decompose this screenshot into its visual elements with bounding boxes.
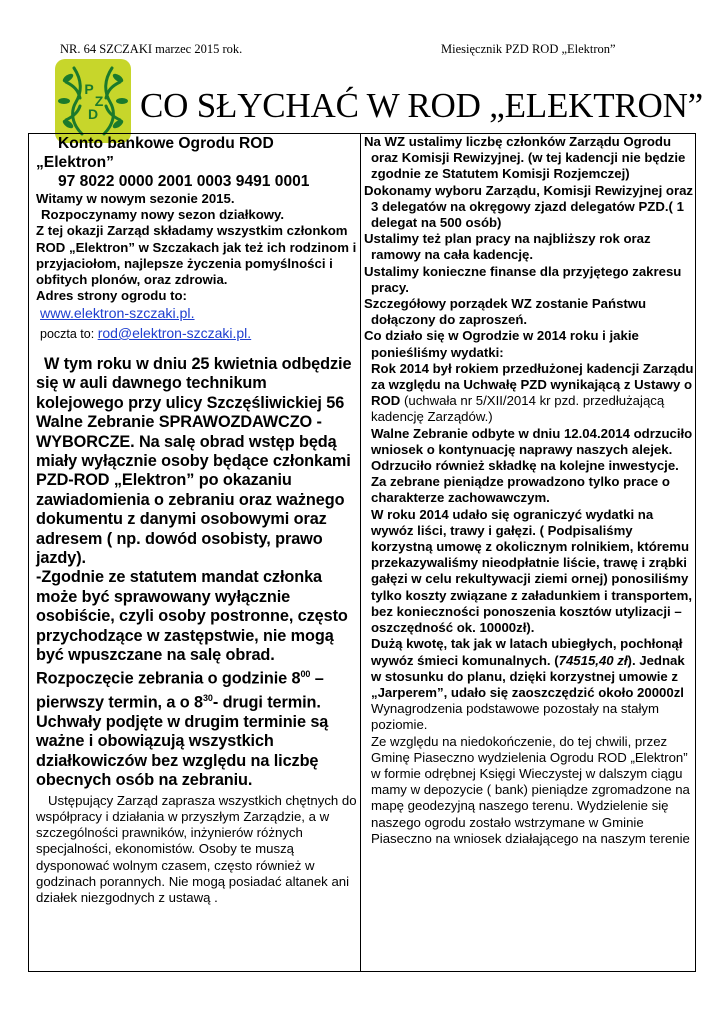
resolutions-paragraph: Uchwały podjęte w drugim terminie są ważne i obowiązują wszystkich działkowiczów bez względu na liczbę obecnych osób na zebraniu.: [36, 713, 329, 790]
logo-letter-z: Z: [94, 93, 104, 109]
account-heading: Konto bankowe Ogrodu ROD: [58, 135, 274, 152]
time-first-text: Rozpoczęcie zebrania o godzinie 8: [36, 669, 301, 688]
right-paragraph-8: Walne Zebranie odbyte w dniu 12.04.2014 odrzuciło wniosek o kontynuację naprawy naszych alejek. Odrzuciło również składkę na kolejne inwestycje. Za zebrane pieniądze prowadzono tylko prace o charakterze zachowawczym.: [371, 425, 693, 506]
mandate-paragraph: -Zgodnie ze statutem mandat członka może być sprawowany wyłącznie osobiście, czyli osoby postronne, często przychodzące w zastępstwie, nie mogą być wpuszczane na salę obrad.: [36, 568, 348, 665]
right-paragraph-9: W roku 2014 udało się ograniczyć wydatki na wywóz liści, trawy i gałęzi. ( Podpisaliśmy korzystną umowę z okolicznym rolnikiem, któremu przekazywaliśmy nieodpłatnie liście, trawę i zrąbki gałęzi w celu rekultywacji ziemi ornej) ponosiliśmy tylko koszty związane z załadunkiem i transportem, bez konieczności ponoszenia kosztów utylizacji –oszczędność ok. 10000zł).: [371, 506, 692, 636]
right-paragraph-6: Co działo się w Ogrodzie w 2014 roku i jakie ponieśliśmy wydatki:: [364, 328, 639, 360]
time-second-suffix: - drugi termin.: [212, 693, 321, 712]
issue-info: NR. 64 SZCZAKI marzec 2015 rok.: [60, 42, 243, 56]
page-title: CO SŁYCHAĆ W ROD „ELEKTRON”: [140, 86, 704, 125]
right-column: [364, 134, 694, 847]
term-extension-note: (uchwała nr 5/XII/2014 kr pzd. przedłużającą kadencję Zarządów.): [371, 393, 665, 425]
email-label: poczta to:: [40, 326, 95, 341]
right-paragraph-2: Dokonamy wyboru Zarządu, Komisji Rewizyjnej oraz 3 delegatów na okręgowy zjazd delegatów PZD.( 1 delegat na 500 osób): [364, 182, 694, 231]
wishes-paragraph: Z tej okazji Zarząd składamy wszystkim członkom ROD „Elektron” w Szczakach jak też ich rodzinom i przyjaciołom, najlepsze życzenia pomyślności i obfitych plonów, oraz zdrowia.: [36, 223, 357, 288]
time-second-minutes: 30: [203, 693, 213, 704]
pzd-logo: [54, 58, 132, 144]
right-paragraph-11: Wynagrodzenia podstawowe pozostały na stałym poziomie.: [371, 701, 659, 733]
logo-letter-d: D: [87, 106, 99, 122]
meeting-time: [36, 665, 358, 713]
meeting-announcement: W tym roku w dniu 25 kwietnia odbędzie się w auli dawnego technikum kolejowego przy ulicy Szczęśliwickiej 56 Walne Zebranie SPRAWOZDAWCZO -WYBORCZE. Na salę obrad wstęp będą miały wyłącznie osoby będące członkami PZD-ROD „Elektron” po okazaniu zawiadomienia o zebraniu oraz ważnego dokumentu z danymi osobowymi oraz adresem ( np. dowód osobisty, prawo jazdy).: [36, 354, 352, 567]
right-paragraph-10: [364, 636, 694, 701]
column-divider: [360, 133, 361, 972]
publication-name: Miesięcznik PZD ROD „Elektron”: [441, 42, 616, 56]
waste-savings: ). Jednak w stosunku do planu, dzięki korzystnej umowie z „Jarperem”, udało się zaoszczędzić około 20000zl: [371, 652, 685, 700]
website-link[interactable]: www.elektron-szczaki.pl.: [40, 306, 195, 323]
time-first-minutes: 00: [300, 669, 311, 680]
account-name: „Elektron”: [36, 154, 114, 171]
left-column: [36, 134, 358, 906]
term-extension-text: Rok 2014 był rokiem przedłużonej kadencji Zarządu za względu na Uchwałę PZD wynikającą z Ustawy o ROD: [371, 360, 694, 409]
right-paragraph-4: Ustalimy konieczne finanse dla przyjętego zakresu pracy.: [364, 263, 682, 295]
email-link[interactable]: rod@elektron-szczaki.pl.: [97, 324, 252, 341]
time-second-text: – pierwszy termin, a o 8: [36, 669, 324, 712]
account-number: 97 8022 0000 2001 0003 9491 0001: [58, 173, 310, 190]
waste-text: Dużą kwotę, tak jak w latach ubiegłych, pochłonął wywóz śmieci komunalnych. (: [371, 636, 683, 668]
logo-letter-p: P: [84, 81, 94, 97]
welcome-line-2: Rozpoczynamy nowy sezon działkowy.: [41, 207, 285, 223]
address-label: Adres strony ogrodu to:: [36, 288, 187, 304]
welcome-line-1: Witamy w nowym sezonie 2015.: [36, 191, 235, 206]
right-paragraph-1: Na WZ ustalimy liczbę członków Zarządu Ogrodu oraz Komisji Rewizyjnej. (w tej kadencji nie będzie zgodnie ze Statutem Komisji Rozjemczej): [364, 134, 686, 182]
right-paragraph-5: Szczegółowy porządek WZ zostanie Państwu dołączony do zaproszeń.: [364, 296, 647, 328]
invitation-paragraph: Ustępujący Zarząd zaprasza wszystkich chętnych do współpracy i działania w przyszłym Zarządzie, a w szczególności prawników, inżynierów różnych specjalności, ekonomistów. Osoby te muszą dysponować wolnym czasem, często również w godzinach porannych. Nie mogą posiadać altanek ani działek niezgodnych z ustawą .: [36, 792, 357, 905]
waste-amount: 74515,40 zł: [558, 652, 628, 668]
right-paragraph-12: Ze względu na niedokończenie, do tej chwili, przez Gminę Piaseczno wydzielenia Ogrodu ROD „Elektron” w formie odrębnej Księgi Wieczystej w dalszym ciągu mamy w depozycie ( bank) pieniądze zgromadzone na mapę geodezyjną naszego terenu. Wydzielenie się naszego ogrodu zostało wstrzymane w Gminie Piaseczno na wniosek działającego na naszym terenie: [371, 733, 690, 846]
right-paragraph-3: Ustalimy też plan pracy na najbliższy rok oraz ramowy na cała kadencję.: [364, 231, 651, 263]
right-paragraph-7: [364, 361, 694, 426]
